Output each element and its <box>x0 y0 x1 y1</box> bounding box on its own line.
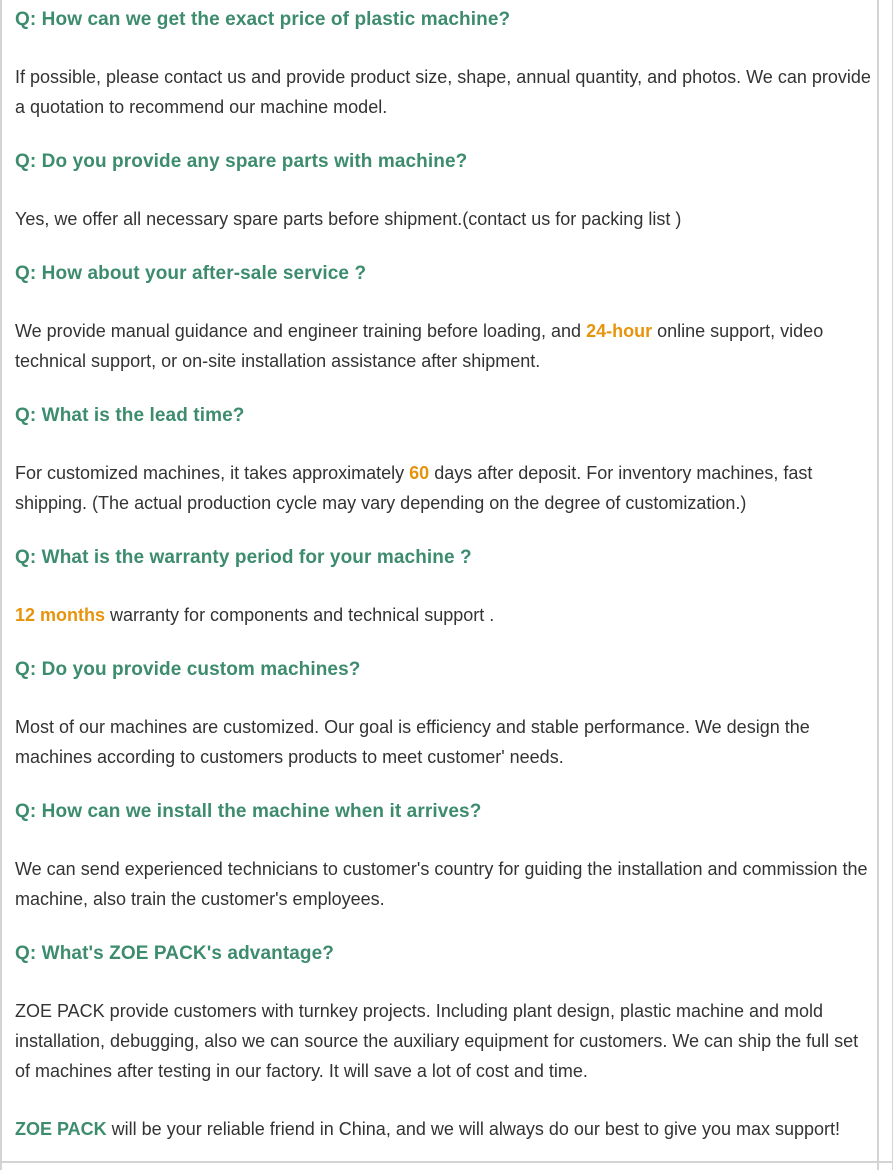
faq-answer <box>15 854 877 914</box>
answer-text: If possible, please contact us and provide product size, shape, annual quantity, and photos. We can provide a quotation to recommend our machine model. <box>15 67 871 117</box>
answer-text: online support, video technical support, or on-site installation assistance after shipment. <box>15 321 824 371</box>
answer-text: For customized machines, it takes approximately <box>15 463 410 483</box>
faq-answer <box>15 1114 877 1144</box>
bottom-border <box>2 1161 893 1163</box>
faq-content <box>2 0 877 1144</box>
faq-answer <box>15 996 877 1086</box>
answer-text: warranty for components and technical support . <box>105 605 495 625</box>
faq-question: Q: What's ZOE PACK's advantage? <box>15 943 334 964</box>
inner-right-border <box>877 0 879 1170</box>
faq-answer <box>15 712 877 772</box>
answer-text: will be your reliable friend in China, and we will always do our best to give you max support! <box>106 1119 841 1139</box>
faq-question: Q: How about your after-sale service ? <box>15 263 367 284</box>
answer-highlight: 24-hour <box>586 321 653 341</box>
faq-question: Q: Do you provide any spare parts with machine? <box>15 151 468 172</box>
answer-highlight: 12 months <box>15 605 106 625</box>
answer-highlight: 60 <box>409 463 430 483</box>
faq-question: Q: How can we install the machine when it arrives? <box>15 801 482 822</box>
answer-highlight: ZOE PACK <box>15 1119 107 1139</box>
answer-text: Yes, we offer all necessary spare parts before shipment.(contact us for packing list ) <box>15 209 682 229</box>
faq-question: Q: What is the lead time? <box>15 405 245 426</box>
faq-question: Q: Do you provide custom machines? <box>15 659 361 680</box>
faq-answer <box>15 316 877 376</box>
answer-text: We can send experienced technicians to customer's country for guiding the installation and commission the machine, also train the customer's employees. <box>15 859 868 909</box>
faq-question: Q: How can we get the exact price of plastic machine? <box>15 9 511 30</box>
answer-text: We provide manual guidance and engineer training before loading, and <box>15 321 587 341</box>
faq-answer <box>15 62 877 122</box>
faq-question: Q: What is the warranty period for your machine ? <box>15 547 472 568</box>
faq-answer <box>15 600 877 630</box>
answer-text: ZOE PACK provide customers with turnkey projects. Including plant design, plastic machine and mold installation, debugging, also we can source the auxiliary equipment for customers. We can ship the full set of machines after testing in our factory. It will save a lot of cost and time. <box>15 1001 859 1081</box>
answer-text: days after deposit. For inventory machines, fast shipping. (The actual production cycle may vary depending on the degree of customization.) <box>15 463 813 513</box>
faq-answer <box>15 458 877 518</box>
answer-text: Most of our machines are customized. Our goal is efficiency and stable performance. We design the machines according to customers products to meet customer' needs. <box>15 717 810 767</box>
faq-answer <box>15 204 877 234</box>
